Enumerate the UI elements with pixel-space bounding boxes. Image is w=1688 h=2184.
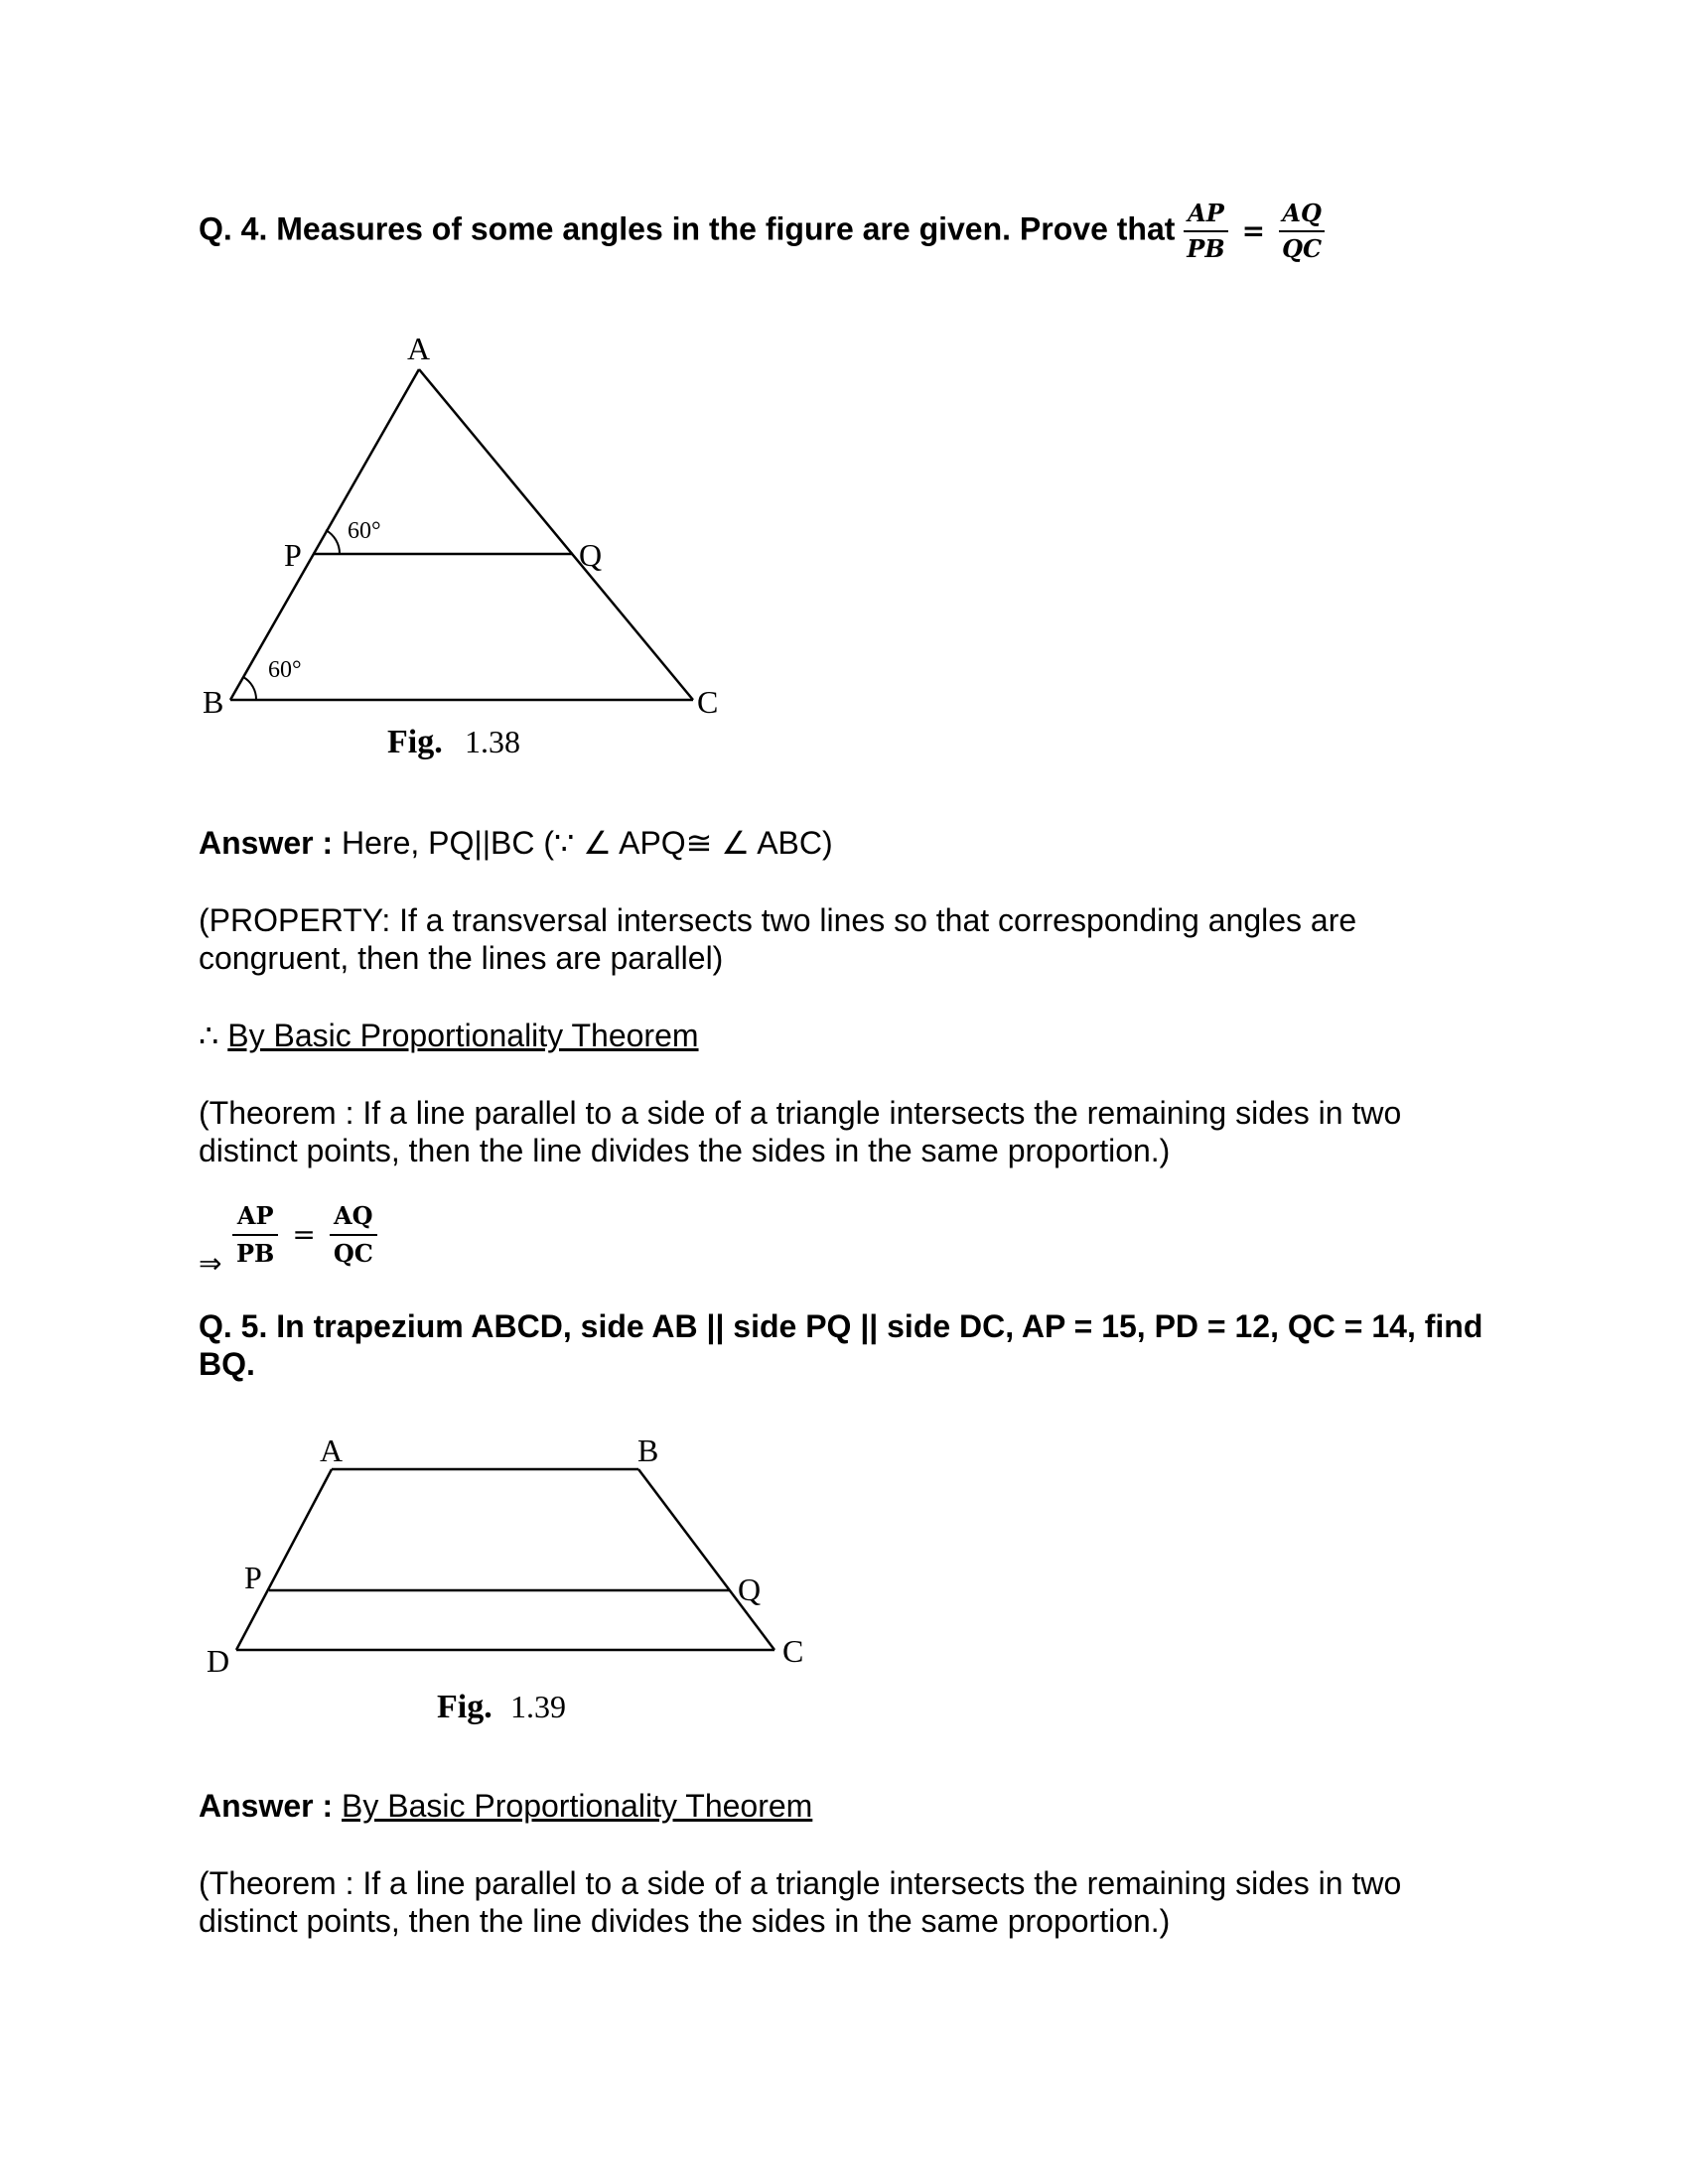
q4-question (199, 199, 1489, 264)
figure-1-39 (199, 1430, 834, 1727)
answer-label: Answer : (199, 1788, 334, 1824)
conclusion-right-num: AQ (330, 1201, 377, 1236)
bpt-heading: By Basic Proportionality Theorem (227, 1018, 699, 1053)
fig-caption-bold: Fig. (387, 724, 443, 760)
vertex-label-b: B (637, 1433, 659, 1468)
vertex-label-p: P (284, 537, 302, 573)
conclusion-left-den: PB (236, 1239, 275, 1268)
q4-frac-right-den: QC (1282, 234, 1323, 263)
side-bc (638, 1469, 774, 1650)
vertex-label-a: A (407, 331, 431, 366)
vertex-label-q: Q (579, 537, 603, 573)
implies-symbol: ⇒ (199, 1248, 222, 1279)
conclusion-frac-left (232, 1201, 278, 1269)
q4-question-text: Q. 4. Measures of some angles in the figure are given. Prove that (199, 210, 1176, 247)
q5-question: Q. 5. In trapezium ABCD, side AB || side PQ || side DC, AP = 15, PD = 12, QC = 14, find BQ. (199, 1308, 1483, 1382)
fig-caption-bold: Fig. (437, 1689, 492, 1725)
bpt-heading: By Basic Proportionality Theorem (342, 1788, 813, 1824)
angle-arc-p (326, 530, 340, 554)
q4-answer (199, 824, 1489, 862)
conclusion-equals: = (292, 1218, 316, 1251)
q4-equals: = (1241, 214, 1266, 247)
conclusion-right-den: QC (333, 1239, 373, 1268)
fig-caption-number: 1.38 (465, 724, 520, 759)
angle-label-p: 60° (348, 518, 381, 544)
angle-label-b: 60° (268, 657, 302, 683)
vertex-label-c: C (782, 1633, 804, 1669)
angle-arc-b (243, 677, 256, 700)
answer-text: Here, PQ||BC (∵ ∠ APQ≅ ∠ ABC) (333, 825, 833, 861)
vertex-label-b: B (203, 684, 224, 720)
q4-frac-left-den: PB (1187, 234, 1225, 263)
q4-fraction-left (1184, 199, 1227, 264)
q4-frac-left-num: AP (1184, 199, 1227, 232)
figure-1-38 (199, 318, 755, 764)
side-ac (419, 369, 693, 700)
q4-conclusion (199, 1201, 1489, 1281)
q5-theorem: (Theorem : If a line parallel to a side of a triangle intersects the remaining sides in two distinct points, then the line divides the sides in the same proportion.) (199, 1865, 1402, 1939)
therefore-symbol: ∴ (199, 1018, 228, 1053)
q4-fraction-right (1279, 199, 1325, 264)
conclusion-frac-right (330, 1201, 377, 1269)
q4-theorem: (Theorem : If a line parallel to a side of a triangle intersects the remaining sides in two distinct points, then the line divides the sides in the same proportion.) (199, 1095, 1402, 1168)
vertex-label-p: P (244, 1560, 262, 1595)
vertex-label-c: C (697, 684, 719, 720)
q4-therefore-line (199, 1017, 1489, 1054)
fig-caption-number: 1.39 (510, 1689, 566, 1724)
side-ab (230, 369, 419, 700)
q4-property: (PROPERTY: If a transversal intersects two lines so that corresponding angles are congruent, then the lines are parallel) (199, 902, 1357, 976)
q5-answer (199, 1787, 1489, 1825)
vertex-label-a: A (320, 1433, 344, 1468)
vertex-label-d: D (207, 1643, 230, 1679)
vertex-label-q: Q (738, 1571, 762, 1607)
conclusion-left-num: AP (232, 1201, 278, 1236)
answer-label: Answer : (199, 825, 334, 861)
q4-frac-right-num: AQ (1279, 199, 1325, 232)
